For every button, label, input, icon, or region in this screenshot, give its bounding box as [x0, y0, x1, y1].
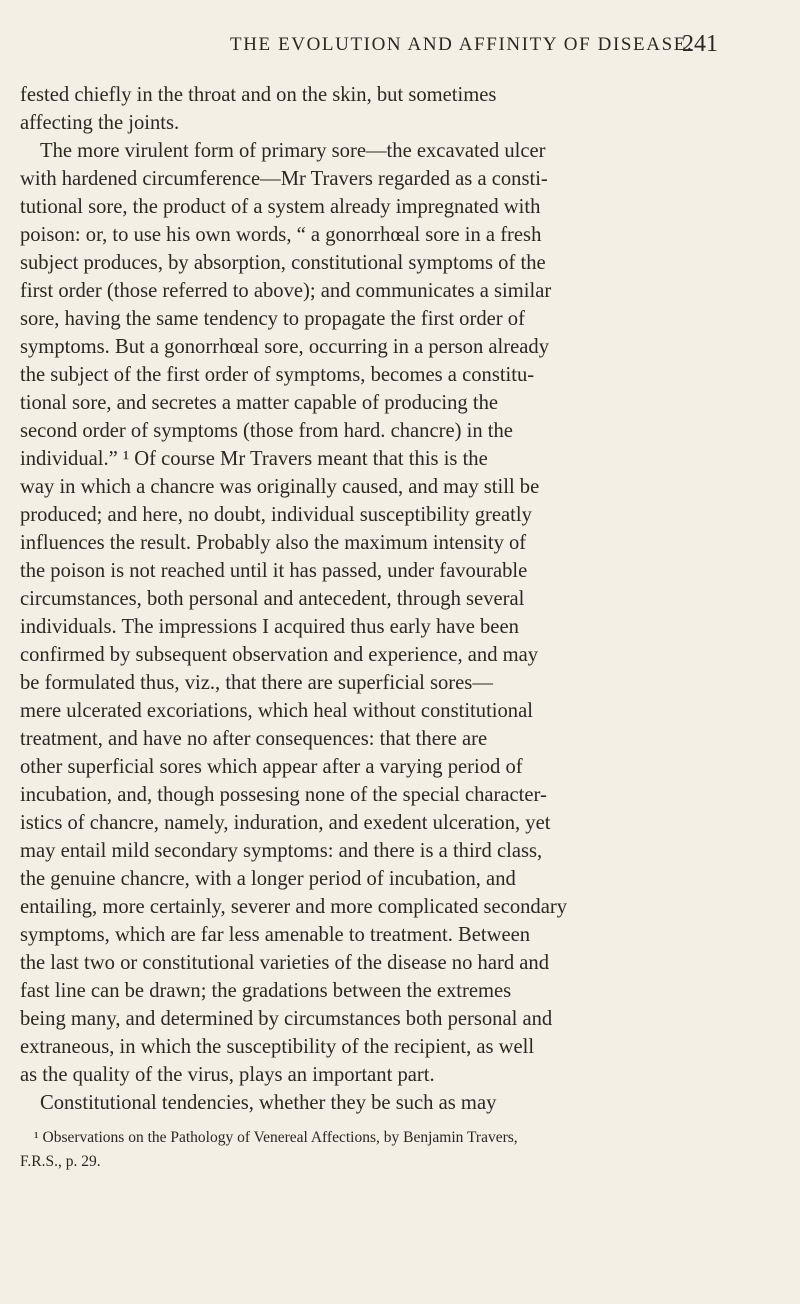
- text-line: sore, having the same tendency to propagate the first order of: [20, 308, 525, 330]
- text-line: the poison is not reached until it has passed, under favourable: [20, 560, 528, 582]
- text-line: The more virulent form of primary sore—the excavated ulcer: [40, 140, 546, 162]
- text-line: being many, and determined by circumstances both personal and: [20, 1008, 553, 1030]
- text-line: other superficial sores which appear after a varying period of: [20, 756, 523, 778]
- text-line: first order (those referred to above); and communicates a similar: [20, 280, 552, 302]
- page-header: [0, 31, 800, 66]
- text-line: incubation, and, though possesing none of the special character-: [20, 784, 547, 806]
- text-line: individual.” ¹ Of course Mr Travers meant that this is the: [20, 448, 488, 470]
- text-line: confirmed by subsequent observation and experience, and may: [20, 644, 539, 666]
- text-line: istics of chancre, namely, induration, and exedent ulceration, yet: [20, 812, 551, 834]
- text-line: produced; and here, no doubt, individual susceptibility greatly: [20, 504, 532, 526]
- text-line: tional sore, and secretes a matter capable of producing the: [20, 392, 499, 414]
- text-line: fast line can be drawn; the gradations between the extremes: [20, 980, 512, 1002]
- text-line: the last two or constitutional varieties of the disease no hard and: [20, 952, 550, 974]
- text-line: mere ulcerated excoriations, which heal without constitutional: [20, 700, 533, 722]
- text-line: symptoms. But a gonorrhœal sore, occurring in a person already: [20, 336, 550, 358]
- footnote-line: ¹ Observations on the Pathology of Venereal Affections, by Benjamin Travers,: [34, 1129, 518, 1146]
- text-line: the subject of the first order of symptoms, becomes a constitu-: [20, 364, 535, 386]
- text-line: way in which a chancre was originally caused, and may still be: [20, 476, 540, 498]
- text-line: circumstances, both personal and antecedent, through several: [20, 588, 525, 610]
- text-line: symptoms, which are far less amenable to treatment. Between: [20, 924, 531, 946]
- text-line: extraneous, in which the susceptibility of the recipient, as well: [20, 1036, 535, 1058]
- text-line: affecting the joints.: [20, 112, 180, 134]
- text-line: individuals. The impressions I acquired thus early have been: [20, 616, 519, 638]
- footnote-line: F.R.S., p. 29.: [20, 1153, 101, 1170]
- text-line: Constitutional tendencies, whether they be such as may: [40, 1092, 497, 1114]
- text-line: the genuine chancre, with a longer period of incubation, and: [20, 868, 516, 890]
- text-line: treatment, and have no after consequences: that there are: [20, 728, 488, 750]
- text-line: influences the result. Probably also the maximum intensity of: [20, 532, 527, 554]
- text-line: poison: or, to use his own words, “ a gonorrhœal sore in a fresh: [20, 224, 542, 246]
- running-title: THE EVOLUTION AND AFFINITY OF DISEASE.: [230, 34, 694, 55]
- text-line: be formulated thus, viz., that there are superficial sores—: [20, 672, 493, 694]
- text-line: second order of symptoms (those from hard. chancre) in the: [20, 420, 513, 442]
- text-line: as the quality of the virus, plays an important part.: [20, 1064, 435, 1086]
- text-line: subject produces, by absorption, constitutional symptoms of the: [20, 252, 546, 274]
- text-line: entailing, more certainly, severer and more complicated secondary: [20, 896, 568, 918]
- text-line: fested chiefly in the throat and on the skin, but sometimes: [20, 84, 497, 106]
- page-number: 241: [682, 31, 718, 57]
- text-line: tutional sore, the product of a system already impregnated with: [20, 196, 541, 218]
- text-line: may entail mild secondary symptoms: and there is a third class,: [20, 840, 543, 862]
- text-line: with hardened circumference—Mr Travers regarded as a consti-: [20, 168, 548, 190]
